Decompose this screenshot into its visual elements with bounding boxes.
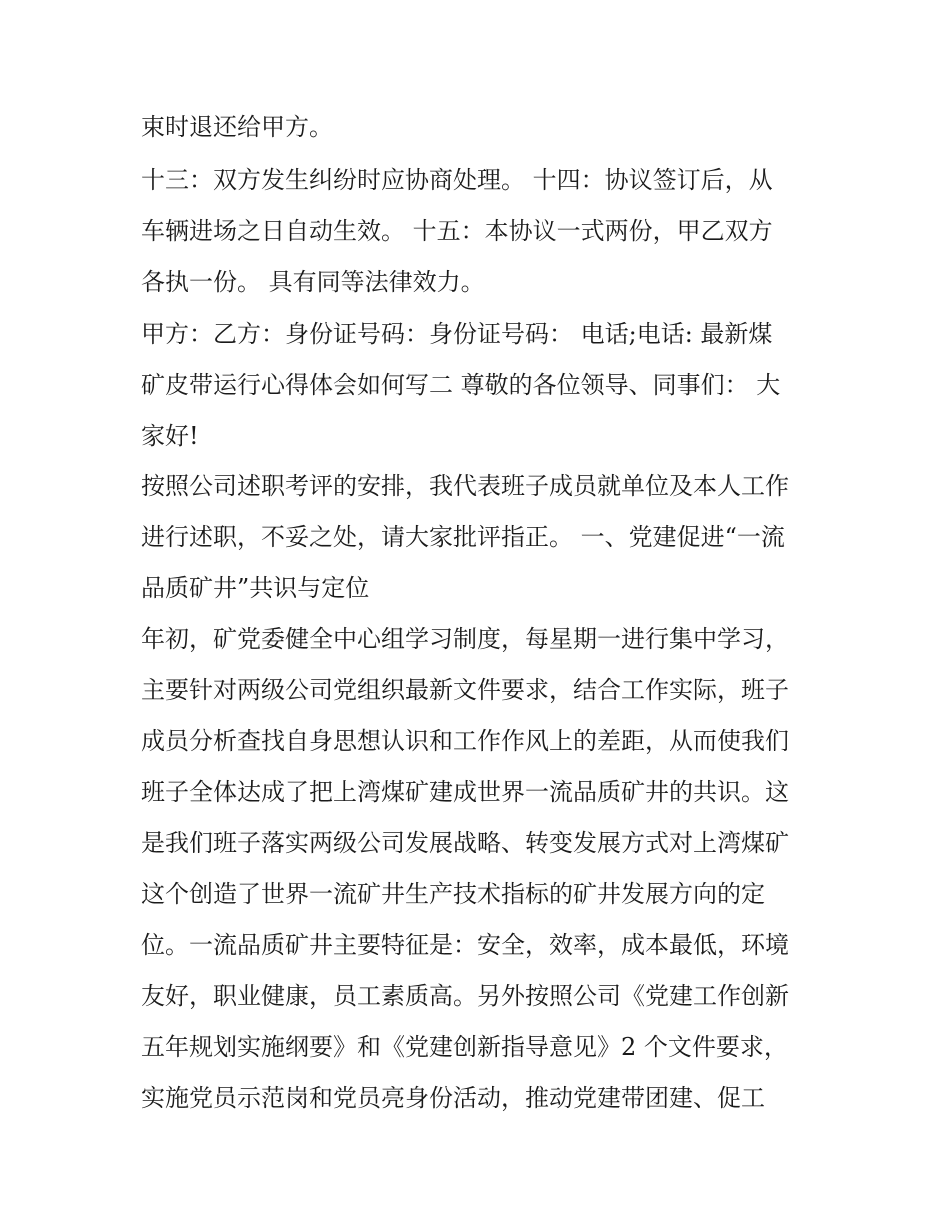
- text-line: 甲方：乙方：身份证号码：身份证号码： 电话;电话: 最新煤: [141, 320, 773, 348]
- text-line: 进行述职，不妥之处，请大家批评指正。 一、党建促进“一流: [141, 523, 785, 551]
- text-line: 品质矿井”共识与定位: [141, 574, 370, 602]
- text-line: 班子全体达成了把上湾煤矿建成世界一流品质矿井的共识。这: [141, 778, 789, 806]
- text-line: 束时退还给甲方。: [141, 113, 333, 141]
- text-line: 各执一份。 具有同等法律效力。: [141, 268, 485, 296]
- text-line: 矿皮带运行心得体会如何写二 尊敬的各位领导、同事们： 大: [141, 371, 781, 399]
- text-line: 家好!: [141, 422, 199, 450]
- text-line: 这个创造了世界一流矿井生产技术指标的矿井发展方向的定: [141, 880, 765, 908]
- text-line: 是我们班子落实两级公司发展战略、转变发展方式对上湾煤矿: [141, 829, 789, 857]
- text-line: 主要针对两级公司党组织最新文件要求，结合工作实际，班子: [141, 676, 789, 704]
- text-line: 五年规划实施纲要》和《党建创新指导意见》2 个文件要求，: [141, 1033, 788, 1061]
- text-line: 位。一流品质矿井主要特征是：安全，效率，成本最低，环境: [141, 931, 789, 959]
- text-line: 年初，矿党委健全中心组学习制度，每星期一进行集中学习，: [141, 625, 789, 653]
- text-line: 车辆进场之日自动生效。 十五：本协议一式两份，甲乙双方: [141, 217, 773, 245]
- text-line: 实施党员示范岗和党员亮身份活动，推动党建带团建、促工: [141, 1084, 765, 1112]
- text-line: 友好，职业健康，员工素质高。另外按照公司《党建工作创新: [141, 982, 789, 1010]
- text-line: 十三：双方发生纠纷时应协商处理。 十四：协议签订后，从: [141, 166, 773, 194]
- text-line: 按照公司述职考评的安排，我代表班子成员就单位及本人工作: [141, 472, 789, 500]
- text-line: 成员分析查找自身思想认识和工作作风上的差距，从而使我们: [141, 727, 789, 755]
